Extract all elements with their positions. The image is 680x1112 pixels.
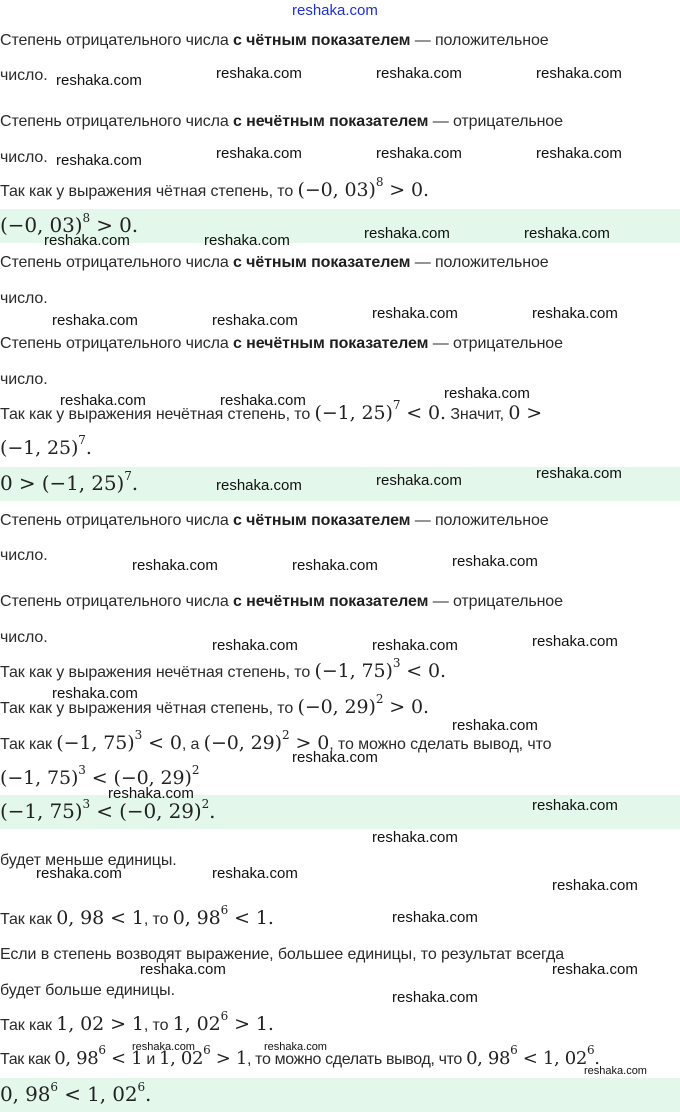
watermark: reshaka.com [376,472,462,489]
watermark: reshaka.com [552,877,638,894]
watermark: reshaka.com [60,392,146,409]
rule-greater-one-cont: будет больше единицы. [0,982,175,999]
answer-box [0,1078,680,1112]
watermark: reshaka.com [56,72,142,89]
answer-expression: 0 > (−1, 25)$^7$. [0,469,139,495]
watermark: reshaka.com [532,633,618,650]
watermark: reshaka.com [36,865,122,882]
watermark: reshaka.com [372,829,458,846]
watermark: reshaka.com [392,989,478,1006]
reasoning-line: Так как 0, 98 < 1, то 0, $98^6 < 1$. [0,903,274,929]
watermark: reshaka.com [532,797,618,814]
watermark: reshaka.com [216,477,302,494]
rule-even-cont: число. [0,290,48,307]
reasoning-line: Так как у выражения нечётная степень, то (−1, 25)$^7$ < 0. Значит, 0 > [0,398,543,424]
answer-expression: (−0, 03)$^8$ > 0. [0,211,139,237]
reasoning-line-cont: (−1, 25)$^7$. [0,433,92,459]
watermark: reshaka.com [372,305,458,322]
watermark: reshaka.com [292,749,378,766]
watermark: reshaka.com [444,385,530,402]
reasoning-line: Так как у выражения чётная степень, то (−0, 03)$^8$ > 0. [0,175,429,201]
rule-greater-one: Если в степень возводят выражение, большее единицы, то результат всегда [0,946,565,963]
watermark: reshaka.com [392,909,478,926]
watermark: reshaka.com [536,145,622,162]
rule-less-one-cont: будет меньше единицы. [0,852,177,869]
watermark: reshaka.com [264,1041,327,1053]
watermark: reshaka.com [56,152,142,169]
reasoning-line: Так как (−1, 75)$^3$ < 0, а (−0, 29)$^2$ > 0, то можно сделать вывод, что [0,728,552,754]
watermark: reshaka.com [132,557,218,574]
answer-expression: (−1, 75)$^3$ < (−0, 29)$^2$. [0,797,216,823]
watermark: reshaka.com [216,145,302,162]
reasoning-line: Так как 0, $98^6 < 1$ и 1, $02^6 > 1$, то можно сделать вывод, что 0, $98^6 < 1$, $02^6$. [0,1043,600,1069]
watermark: reshaka.com [212,637,298,654]
watermark: reshaka.com [452,717,538,734]
watermark: reshaka.com [536,65,622,82]
rule-odd-cont: число. [0,149,48,166]
watermark: reshaka.com [220,392,306,409]
watermark: reshaka.com [212,312,298,329]
watermark: reshaka.com [364,225,450,242]
watermark: reshaka.com [372,637,458,654]
watermark: reshaka.com [552,961,638,978]
watermark: reshaka.com [292,557,378,574]
watermark: reshaka.com [376,145,462,162]
watermark: reshaka.com [532,305,618,322]
rule-odd-cont: число. [0,629,48,646]
rule-even: Степень отрицательного числа с чётным показателем — положительное [0,32,549,49]
watermark: reshaka.com [452,553,538,570]
rule-odd: Степень отрицательного числа с нечётным показателем — отрицательное [0,335,563,352]
watermark: reshaka.com [44,232,130,249]
reasoning-line: Так как у выражения чётная степень, то (−0, 29)$^2$ > 0. [0,692,429,718]
answer-expression: 0, $98^6 < 1$, $02^6$. [0,1080,152,1106]
watermark: reshaka.com [584,1065,647,1077]
watermark: reshaka.com [376,65,462,82]
watermark: reshaka.com [216,65,302,82]
reasoning-line-cont: (−1, 75)$^3$ < (−0, 29)$^2$ [0,763,200,789]
watermark: reshaka.com [108,785,194,802]
reasoning-line: Так как 1, 02 > 1, то 1, $02^6 > 1$. [0,1009,274,1035]
rule-odd: Степень отрицательного числа с нечётным показателем — отрицательное [0,593,563,610]
rule-even: Степень отрицательного числа с чётным показателем — положительное [0,512,549,529]
rule-even-cont: число. [0,67,48,84]
watermark: reshaka.com [204,232,290,249]
rule-even: Степень отрицательного числа с чётным показателем — положительное [0,254,549,271]
watermark: reshaka.com [536,465,622,482]
watermark: reshaka.com [140,961,226,978]
reasoning-line: Так как у выражения нечётная степень, то (−1, 75)$^3$ < 0. [0,656,446,682]
rule-odd-cont: число. [0,371,48,388]
site-header-link[interactable]: reshaka.com [292,2,378,19]
watermark: reshaka.com [52,685,138,702]
watermark: reshaka.com [524,225,610,242]
watermark: reshaka.com [212,865,298,882]
rule-odd: Степень отрицательного числа с нечётным показателем — отрицательное [0,113,563,130]
watermark: reshaka.com [132,1041,195,1053]
rule-even-cont: число. [0,547,48,564]
watermark: reshaka.com [52,312,138,329]
